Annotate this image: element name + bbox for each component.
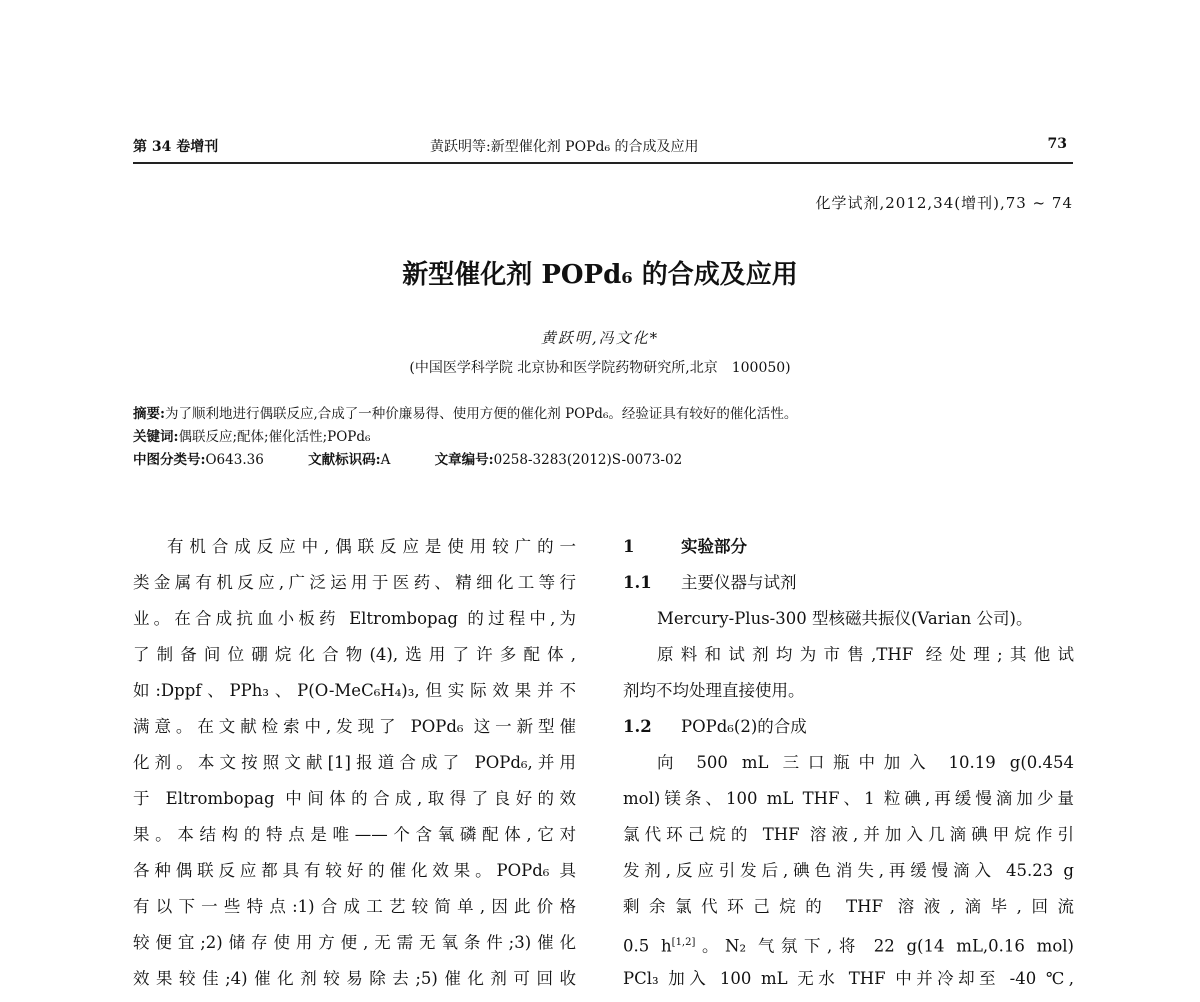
keywords-label: 关键词: bbox=[133, 429, 179, 445]
body-text: 。N₂ 气氛下,将 22 g(14 mL,0.16 mol) bbox=[695, 936, 1074, 956]
abstract bbox=[133, 402, 797, 422]
keywords bbox=[133, 425, 370, 445]
body-line: 剂均不均处理直接使用。 bbox=[623, 681, 805, 700]
body-line: 较便宜;2)储存使用方便,无需无氧条件;3)催化 bbox=[133, 933, 576, 952]
body-line: 原料和试剂均为市售,THF 经处理;其他试 bbox=[657, 645, 1074, 664]
reference-marker[interactable]: [1,2] bbox=[671, 937, 696, 948]
body-line: 满意。在文献检索中,发现了 POPd₆ 这一新型催 bbox=[133, 717, 576, 736]
section-heading-1-1 bbox=[623, 570, 1074, 606]
body-text: 0.5 h bbox=[623, 936, 672, 956]
section-number: 1 bbox=[623, 537, 635, 556]
running-header-title: 黄跃明等:新型催化剂 POPd₆ 的合成及应用 bbox=[430, 139, 699, 155]
body-line: 化剂。本文按照文献[1]报道合成了 POPd₆,并用 bbox=[133, 753, 576, 772]
running-header-volume: 第 34 卷增刊 bbox=[133, 139, 219, 155]
body-line: 类金属有机反应,广泛运用于医药、精细化工等行 bbox=[133, 573, 576, 592]
left-column bbox=[133, 534, 576, 1002]
doc-code-value: A bbox=[380, 452, 391, 468]
body-line: 发剂,反应引发后,碘色消失,再缓慢滴入 45.23 g bbox=[623, 861, 1074, 880]
article-number-label: 文章编号: bbox=[434, 452, 494, 468]
body-line: Mercury-Plus-300 型核磁共振仪(Varian 公司)。 bbox=[657, 609, 1033, 628]
section-heading-1-2 bbox=[623, 714, 1074, 750]
abstract-label: 摘要: bbox=[133, 406, 165, 422]
section-title: POPd₆(2)的合成 bbox=[681, 717, 807, 736]
doc-code-label: 文献标识码: bbox=[308, 452, 381, 468]
body-line bbox=[623, 930, 1074, 966]
clc-label: 中图分类号: bbox=[133, 452, 206, 468]
body-line: 业。在合成抗血小板药 Eltrombopag 的过程中,为 bbox=[133, 609, 576, 628]
body-line: 剩余氯代环己烷的 THF 溶液,滴毕,回流 bbox=[623, 897, 1074, 916]
body-line: 氯代环己烷的 THF 溶液,并加入几滴碘甲烷作引 bbox=[623, 825, 1074, 844]
body-line: 各种偶联反应都具有较好的催化效果。POPd₆ 具 bbox=[133, 861, 576, 880]
authors: 黄跃明,冯文化* bbox=[540, 329, 660, 347]
article-number-value: 0258-3283(2012)S-0073-02 bbox=[493, 452, 683, 468]
journal-citation: 化学试剂,2012,34(增刊),73 ~ 74 bbox=[815, 194, 1073, 212]
body-line: mol)镁条、100 mL THF、1 粒碘,再缓慢滴加少量 bbox=[623, 789, 1074, 808]
section-heading-1 bbox=[623, 534, 1074, 570]
body-line: PCl₃ 加入 100 mL 无水 THF 中并冷却至 -40 ℃, bbox=[623, 969, 1074, 988]
section-title: 主要仪器与试剂 bbox=[681, 573, 797, 592]
body-line: 向 500 mL 三口瓶中加入 10.19 g(0.454 bbox=[657, 753, 1074, 772]
body-line: 于 Eltrombopag 中间体的合成,取得了良好的效 bbox=[133, 789, 576, 808]
page-number: 73 bbox=[1047, 136, 1067, 152]
abstract-text: 为了顺利地进行偶联反应,合成了一种价廉易得、使用方便的催化剂 POPd₆。经验证具有较好的催化活性。 bbox=[164, 406, 798, 422]
body-line: 效果较佳;4)催化剂较易除去;5)催化剂可回收 bbox=[133, 969, 576, 988]
body-line: 有以下一些特点:1)合成工艺较简单,因此价格 bbox=[133, 897, 576, 916]
section-number: 1.1 bbox=[623, 573, 652, 592]
body-line: 果。本结构的特点是唯——个含氧磷配体,它对 bbox=[133, 825, 576, 844]
classification bbox=[133, 448, 682, 468]
section-title: 实验部分 bbox=[681, 537, 747, 556]
keywords-text: 偶联反应;配体;催化活性;POPd₆ bbox=[178, 429, 371, 445]
body-line: 了制备间位硼烷化合物(4),选用了许多配体, bbox=[133, 645, 576, 664]
clc-value: O643.36 bbox=[205, 452, 264, 468]
paper-title: 新型催化剂 POPd₆ 的合成及应用 bbox=[402, 260, 798, 290]
section-number: 1.2 bbox=[623, 717, 652, 736]
affiliation: (中国医学科学院 北京协和医学院药物研究所,北京 100050) bbox=[409, 360, 791, 376]
header-rule bbox=[133, 162, 1073, 164]
body-line: 如:Dppf、PPh₃、P(O-MeC₆H₄)₃,但实际效果并不 bbox=[133, 681, 576, 700]
body-line: 有机合成反应中,偶联反应是使用较广的一 bbox=[167, 537, 576, 556]
right-column bbox=[623, 534, 1074, 1002]
